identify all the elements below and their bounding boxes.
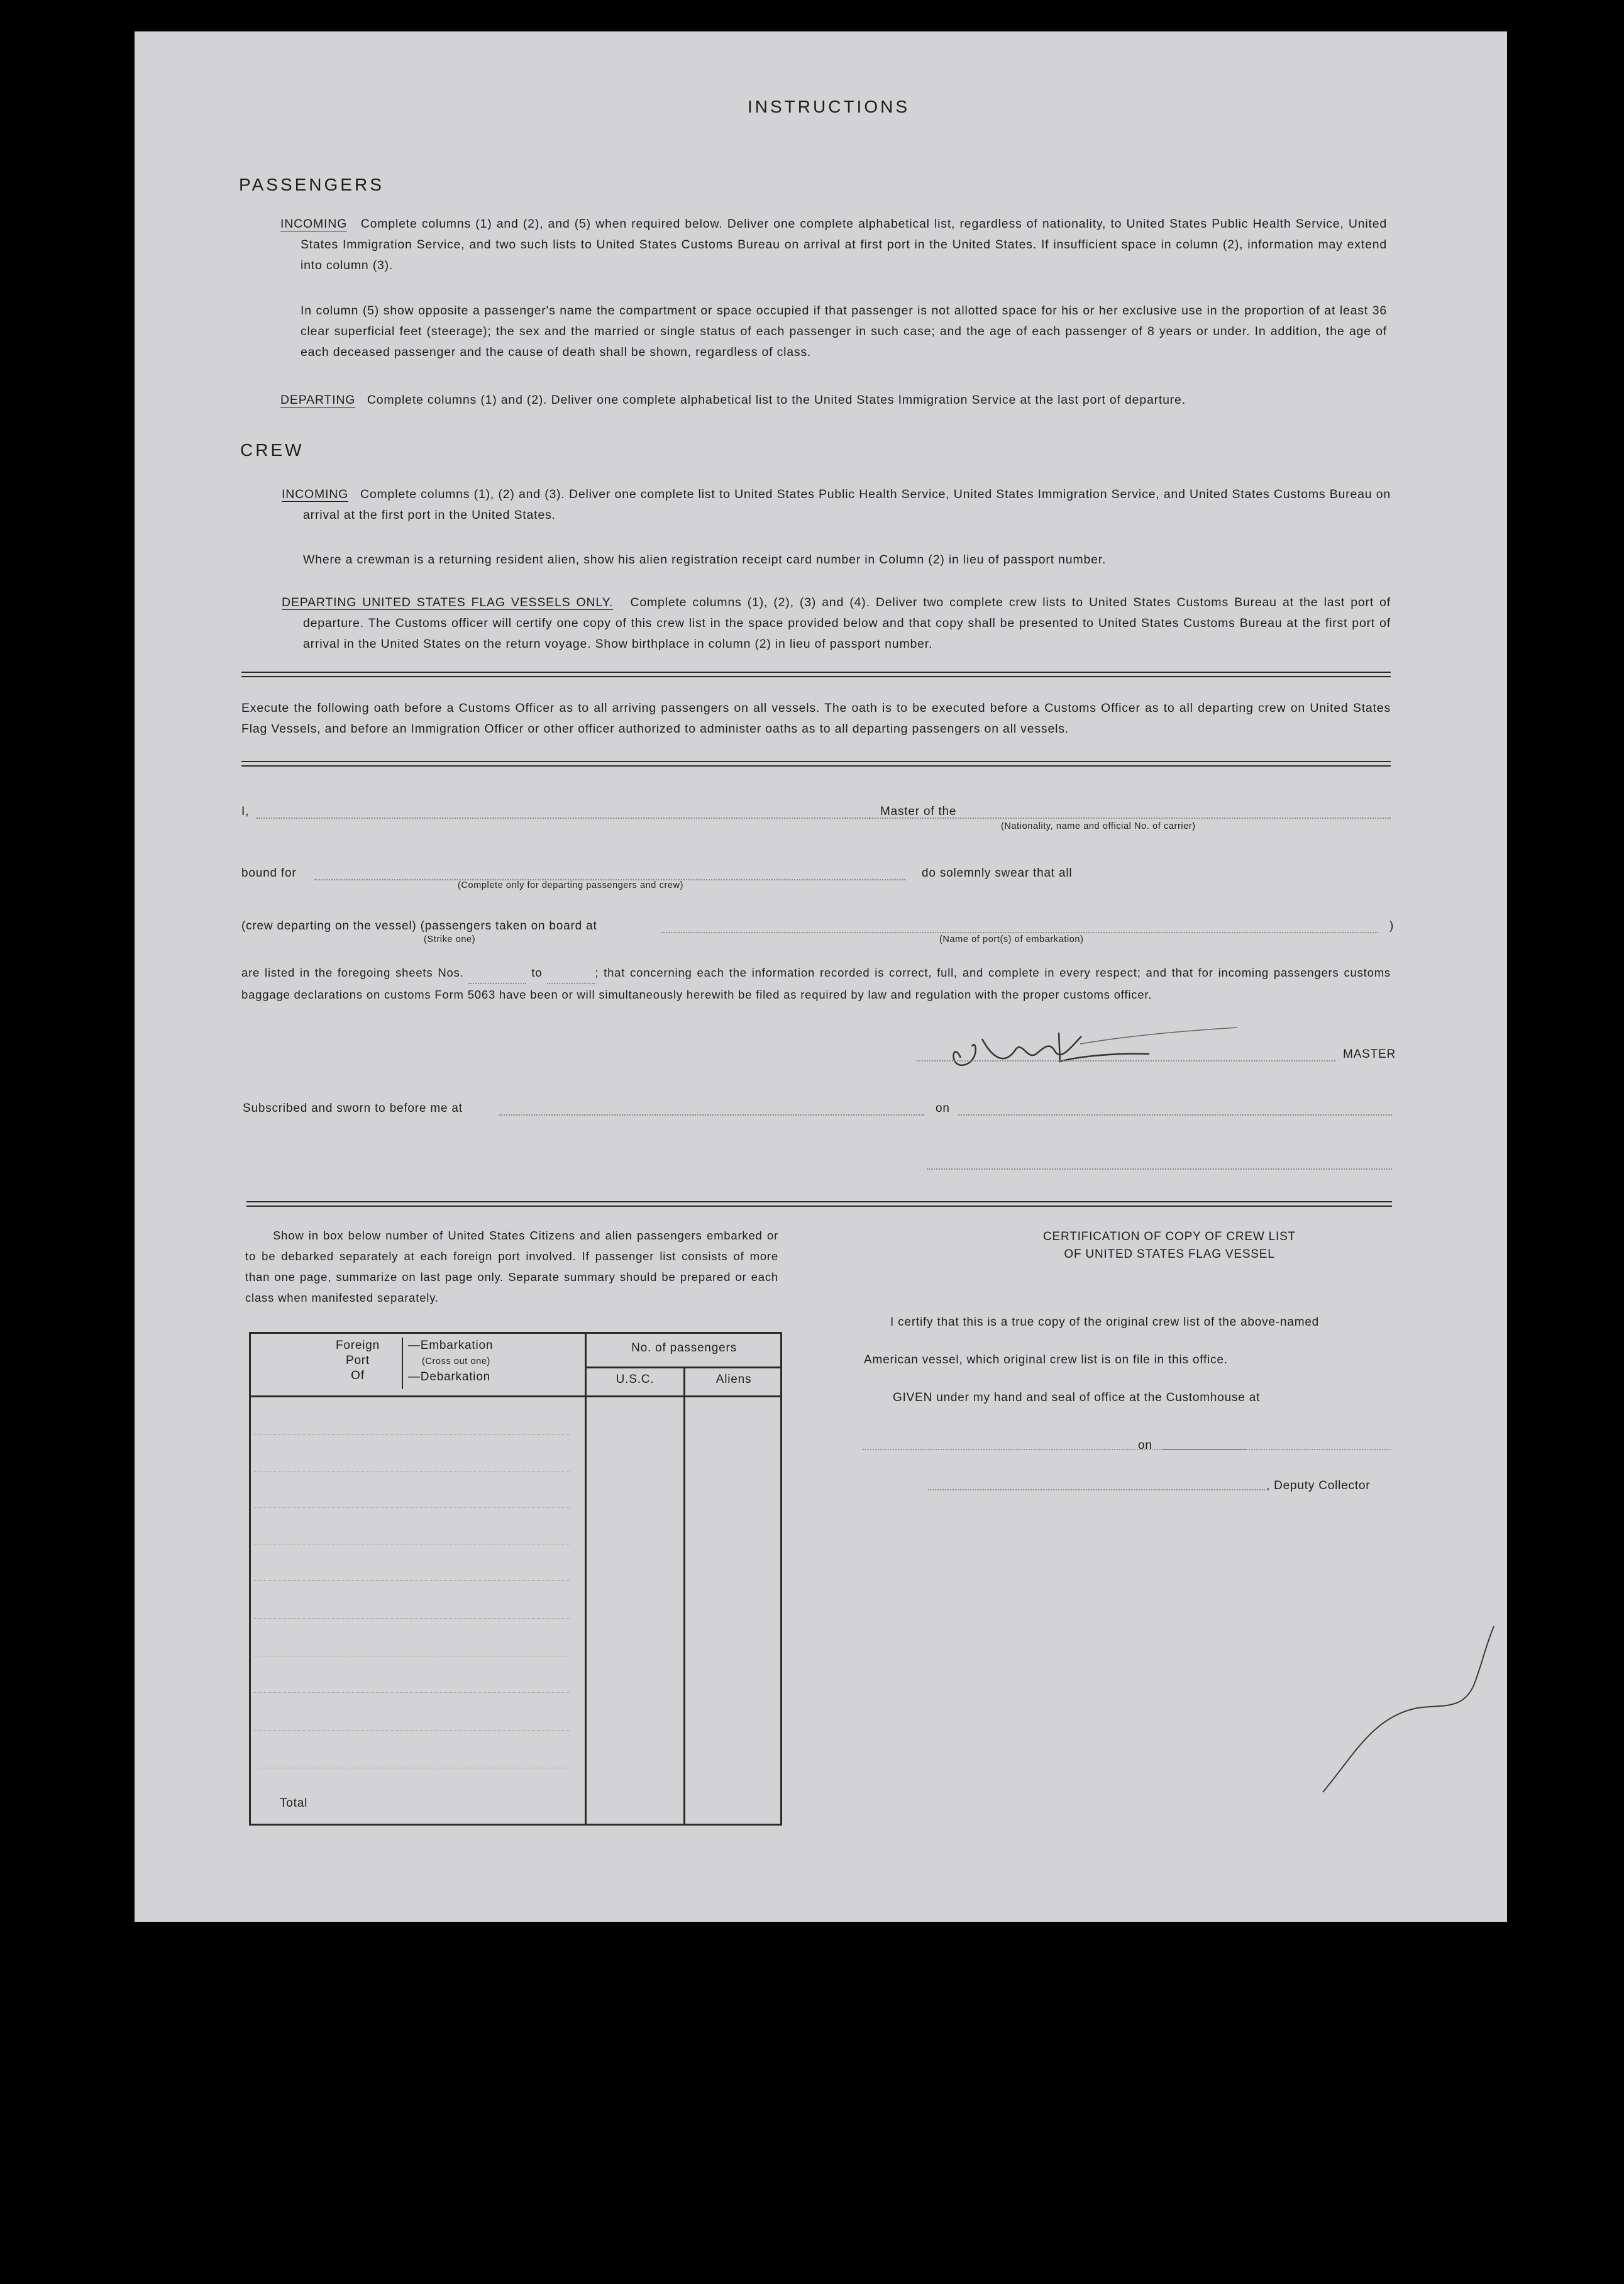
listed-text-a: are listed in the foregoing sheets Nos. (241, 966, 464, 979)
divider-double-rule (246, 1201, 1392, 1207)
strike-one-caption: (Strike one) (424, 934, 476, 945)
passengers-departing-text: Complete columns (1) and (2). Deliver one complete alphabetical list to the United States Immigration Service at the last port of departure. (367, 393, 1186, 407)
certification-on-label: on (1138, 1439, 1152, 1452)
passengers-incoming-paragraph (280, 214, 1387, 276)
passengers-departing-label: DEPARTING (280, 393, 356, 407)
crew-incoming-text: Complete columns (1), (2) and (3). Deliver one complete list to United States Public Health Service, United States Immigration Service, and United States Customs Bureau on arrival at the first port in the United States. (303, 487, 1391, 522)
cross-out-label: (Cross out one) (422, 1356, 490, 1367)
divider-double-rule (241, 672, 1391, 677)
instructions-title: INSTRUCTIONS (748, 97, 910, 116)
debarkation-label: —Debarkation (408, 1370, 491, 1383)
master-name-field[interactable] (257, 818, 870, 819)
master-signature (936, 1014, 1250, 1089)
given-text: GIVEN under my hand and seal of office at the Customhouse at (893, 1391, 1261, 1404)
carrier-field[interactable] (845, 818, 1391, 819)
listed-to: to (531, 966, 543, 979)
oath-i-label: I, (241, 805, 250, 818)
subscribed-on-label: on (936, 1102, 950, 1115)
divider-double-rule (241, 761, 1391, 767)
port-label: Port (345, 1354, 370, 1367)
table-divider (585, 1334, 587, 1824)
sheet-from-field[interactable] (468, 962, 526, 984)
of-label: Of (351, 1369, 365, 1382)
crew-departing-text: Complete columns (1), (2), (3) and (4). Deliver two complete crew lists to United States Customs Bureau at the last port of departure. The Customs officer will certify one copy of this crew list in the space provided below and that copy shall be presented to United States Customs Bureau at the first port of arrival in the United States on the return voyage. Show birthplace in column (2) in lieu of passport number. (303, 596, 1391, 651)
table-row[interactable] (254, 1471, 570, 1472)
passengers-departing-paragraph (280, 390, 1387, 411)
crew-passengers-strike-text: (crew departing on the vessel) (passengers taken on board at (241, 919, 597, 933)
usc-header: U.S.C. (616, 1373, 655, 1386)
subscribed-date-field[interactable] (958, 1114, 1392, 1116)
stray-pen-mark (1317, 1610, 1518, 1799)
sheet-to-field[interactable] (547, 962, 595, 984)
listed-text-b: ; that concerning each the information recorded is correct, full, and complete in every respect; and that for incoming passengers customs baggage declarations on customs Form 5063 have been or will simultaneously herewith be filed as required by law and regulation with the proper customs officer. (241, 966, 1391, 1001)
table-row[interactable] (254, 1730, 570, 1731)
table-row[interactable] (254, 1580, 570, 1581)
foreign-label: Foreign (335, 1339, 380, 1352)
crew-heading: CREW (240, 440, 304, 460)
deputy-collector-field[interactable] (928, 1489, 1265, 1490)
deputy-collector-label: , Deputy Collector (1266, 1479, 1371, 1492)
crew-departing-label: DEPARTING UNITED STATES FLAG VESSELS ONLY. (282, 596, 614, 609)
summary-instruction: Show in box below number of United States Citizens and alien passengers embarked or to be debarked separately at each foreign port involved. If passenger list consists of more than one page, summarize on last page only. Separate summary should be prepared or each class when manifested separately. (245, 1229, 778, 1304)
table-divider (402, 1338, 403, 1389)
close-paren: ) (1389, 919, 1395, 933)
bound-for-label: bound for (241, 867, 297, 880)
table-row[interactable] (254, 1618, 570, 1619)
table-divider (251, 1395, 780, 1397)
crew-resident-paragraph: Where a crewman is a returning resident alien, show his alien registration receipt card number in Column (2) in lieu of passport number. (303, 553, 1107, 567)
aliens-header: Aliens (715, 1373, 752, 1386)
certify-line1: I certify that this is a true copy of the original crew list of the above-named (890, 1316, 1320, 1329)
passengers-incoming-text: Complete columns (1) and (2), and (5) when required below. Deliver one complete alphabetical list, regardless of nationality, to United States Public Health Service, United States Immigration Service, and two such lists to United States Customs Bureau on arrival at first port in the United States. If insufficient space in column (2), information may extend into column (3). (301, 217, 1388, 272)
certification-title-line1: CERTIFICATION OF COPY OF CREW LIST (1043, 1230, 1296, 1243)
table-divider (585, 1367, 780, 1368)
oath-instruction: Execute the following oath before a Customs Officer as to all arriving passengers on all vessels. The oath is to be executed before a Customs Officer as to all departing crew on United States Flag Vessels, and before an Immigration Officer or other officer authorized to administer oaths as to all departing passengers on all vessels. (241, 701, 1391, 736)
crew-departing-paragraph (282, 592, 1391, 655)
master-signature-line[interactable] (917, 1060, 1335, 1062)
certify-line2: American vessel, which original crew list is on file in this office. (864, 1353, 1228, 1367)
listed-paragraph (241, 962, 1391, 1005)
certification-title-line2: OF UNITED STATES FLAG VESSEL (1064, 1248, 1275, 1261)
subscribed-place-field[interactable] (499, 1114, 924, 1116)
crew-incoming-label: INCOMING (282, 487, 349, 501)
table-row[interactable] (254, 1692, 570, 1693)
passengers-column5-paragraph: In column (5) show opposite a passenger's name the compartment or space occupied if that passenger is not allotted space for his or her exclusive use in the proportion of at least 36 clear superficial feet (steerage); the sex and the married or single status of each passenger in such case; and the age of each passenger of 8 years or under. In addition, the age of each deceased passenger and the cause of death shall be shown, regardless of class. (301, 304, 1387, 359)
bound-for-caption: (Complete only for departing passengers and crew) (458, 880, 684, 890)
carrier-caption: (Nationality, name and official No. of carrier) (1001, 821, 1196, 831)
embarkation-label: —Embarkation (408, 1339, 494, 1352)
table-row[interactable] (254, 1507, 570, 1508)
total-label: Total (280, 1797, 308, 1810)
table-row[interactable] (254, 1434, 570, 1435)
passengers-heading: PASSENGERS (239, 175, 384, 194)
certification-date-field[interactable] (1163, 1449, 1391, 1450)
passenger-summary-table (249, 1332, 782, 1826)
officer-signature-field[interactable] (927, 1168, 1392, 1170)
subscribed-label: Subscribed and sworn to before me at (243, 1102, 463, 1115)
form-page (135, 31, 1507, 1922)
master-label: MASTER (1343, 1048, 1396, 1061)
no-passengers-header: No. of passengers (631, 1341, 737, 1355)
embarkation-caption: (Name of port(s) of embarkation) (939, 934, 1084, 945)
table-divider (683, 1367, 685, 1824)
passengers-incoming-label: INCOMING (280, 217, 348, 231)
solemnly-swear-text: do solemnly swear that all (922, 867, 1073, 880)
master-of-the-label: Master of the (880, 805, 957, 818)
embarkation-port-field[interactable] (661, 932, 1378, 933)
crew-incoming-paragraph (282, 484, 1391, 526)
